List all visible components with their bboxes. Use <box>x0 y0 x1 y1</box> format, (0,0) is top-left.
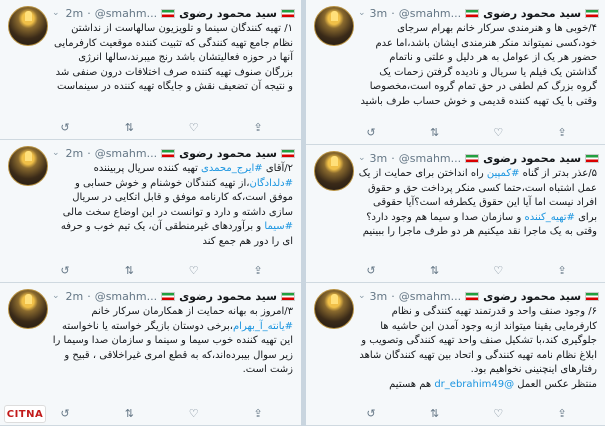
reply-icon[interactable]: ↺ <box>60 407 70 420</box>
iran-flag-icon <box>161 9 175 18</box>
like-icon[interactable]: ♡ <box>493 264 504 277</box>
avatar[interactable] <box>314 6 354 46</box>
tweet-header <box>52 289 295 303</box>
separator-dot: · <box>87 6 91 20</box>
tweet-actions <box>58 264 265 278</box>
share-icon[interactable]: ⇪ <box>557 264 567 277</box>
hashtag-link[interactable]: #تهیه_کننده <box>524 211 575 223</box>
author-name[interactable]: سید محمود رضوی <box>179 6 277 20</box>
avatar[interactable] <box>314 289 354 329</box>
retweet-icon[interactable]: ⇅ <box>124 121 134 134</box>
reply-icon[interactable]: ↺ <box>60 121 70 134</box>
author-handle[interactable]: @smahm... <box>94 6 158 20</box>
author-name[interactable]: سید محمود رضوی <box>483 151 582 165</box>
hashtag-link[interactable]: #کمپین <box>486 168 520 179</box>
hashtag-link[interactable]: #دلدادگان <box>249 177 293 189</box>
avatar[interactable] <box>314 151 354 191</box>
hashtag-link[interactable]: #یانته_آ_بهرام <box>232 320 293 332</box>
avatar[interactable] <box>8 6 48 46</box>
tweet-timestamp[interactable]: 2m <box>65 6 84 20</box>
like-icon[interactable]: ♡ <box>188 407 199 420</box>
like-icon[interactable]: ♡ <box>493 126 504 139</box>
iran-flag-icon <box>585 292 599 301</box>
iran-flag-icon <box>161 149 175 158</box>
share-icon[interactable]: ⇪ <box>557 126 567 139</box>
separator-dot: · <box>391 151 395 165</box>
retweet-icon[interactable]: ⇅ <box>124 264 134 277</box>
tweet-card[interactable] <box>0 283 301 426</box>
retweet-icon[interactable]: ⇅ <box>430 126 440 139</box>
tweet-actions <box>58 407 265 421</box>
author-name[interactable]: سید محمود رضوی <box>179 146 277 160</box>
reply-icon[interactable]: ↺ <box>366 264 376 277</box>
iran-flag-icon <box>585 154 599 163</box>
tweet-actions <box>364 126 569 140</box>
author-handle[interactable]: @smahm... <box>398 289 462 303</box>
tweet-text: ۴/خوبی ها و هنرمندی سرکار خانم بهرام سرجای خود،کسی نمیتواند منکر هنرمندی ایشان باشد،اما عدم حضور هر یک از عوامل به هر دلیل و علتی و ناتمام گذاشتن یک فیلم یا سریال و نادیده گرفتن زحمات یک گروه بزرگ کم لطفی در حق تمام گروه است،مخصوصا وقتی با یک تهیه کننده قدیمی و خوش حساب طرف باشید <box>360 23 597 107</box>
tweet-timestamp[interactable]: 2m <box>65 146 84 160</box>
author-name[interactable]: سید محمود رضوی <box>483 6 582 20</box>
chevron-down-icon[interactable]: ⌄ <box>358 8 366 18</box>
author-name[interactable]: سید محمود رضوی <box>179 289 277 303</box>
author-handle[interactable]: @smahm... <box>398 6 462 20</box>
like-icon[interactable]: ♡ <box>188 121 199 134</box>
tweet-timestamp[interactable]: 2m <box>65 289 84 303</box>
mention-link[interactable]: @dr_ebrahim49 <box>434 378 515 390</box>
separator-dot: · <box>391 6 395 20</box>
like-icon[interactable]: ♡ <box>493 407 504 420</box>
share-icon[interactable]: ⇪ <box>253 121 263 134</box>
author-name[interactable]: سید محمود رضوی <box>483 289 582 303</box>
separator-dot: · <box>87 146 91 160</box>
hashtag-link[interactable]: #سیما <box>264 221 293 232</box>
iran-flag-icon <box>281 9 295 18</box>
chevron-down-icon[interactable]: ⌄ <box>52 8 60 18</box>
iran-flag-icon <box>281 292 295 301</box>
iran-flag-icon <box>585 9 599 18</box>
tweet-timestamp[interactable]: 3m <box>369 289 388 303</box>
tweet-header <box>52 146 295 160</box>
reply-icon[interactable]: ↺ <box>366 407 376 420</box>
iran-flag-icon <box>281 149 295 158</box>
watermark-logo: CITNA <box>4 405 46 423</box>
tweet-text: ۲/آقای #ایرج_محمدی تهیه کننده سریال پربیننده #دلدادگان،از تهیه کنندگان خوشنام و خوش حسابی و موفق است،که کارنامه موفق و قابل اتکایی در سریال سازی داشته و دارد و توانست در این اوضاع سخت مالی #سیما و برآوردهای غیرمنطقی آن، یک تیم خوب و حرفه ای را دور هم جمع کند <box>60 163 293 247</box>
iran-flag-icon <box>161 292 175 301</box>
tweet-header <box>358 289 599 303</box>
iran-flag-icon <box>465 9 479 18</box>
author-handle[interactable]: @smahm... <box>398 151 462 165</box>
chevron-down-icon[interactable]: ⌄ <box>52 291 60 301</box>
reply-icon[interactable]: ↺ <box>366 126 376 139</box>
like-icon[interactable]: ♡ <box>188 264 199 277</box>
reply-icon[interactable]: ↺ <box>60 264 70 277</box>
author-handle[interactable]: @smahm... <box>94 146 158 160</box>
tweet-text: ۳/امروز به بهانه حمایت از همکارمان سرکار خانم #یانته_آ_بهرام،برخی دوستان بازیگر خواسته یا ناخواسته این تهیه کننده خوب سیما و سینما و سازمان صدا وسیما را زیر سوال بیبرده‌اند،که به قطع امری غیراخلاقی ، قبیح و زشت است. <box>52 306 293 375</box>
tweet-card[interactable] <box>306 283 605 426</box>
tweet-text: ۵/عذر بدتر از گناه #کمپین راه انداختن برای حمایت از یک عمل اشتباه است،حتما کسی منکر پرداخت حق و حقوق افراد نیست اما آیا این حقوق یکطرفه است؟آیا حقوقی برای #تهیه_کننده و سازمان صدا و سیما هم وجود دارد؟ وقتی به یک ماجرا نقد میکنیم هر دو طرف ماجرا را ببینیم <box>358 168 597 237</box>
tweet-actions <box>364 264 569 278</box>
hashtag-link[interactable]: #ایرج_محمدی <box>201 163 263 174</box>
tweet-text: ۱/ تهیه کنندگان سینما و تلویزیون سالهاست از نداشتن نظام جامع تهیه کنندگی که تثبیت کننده موقعیت کارفرمایی آنها در حوزه فعالیتشان باشد رنج میبرند،سالها انرژی بزرگان صنوف تهیه کننده صرف اختلافات درون صنفی شد و نتیجه آن تضعیف نقش و جایگاه تهیه کننده در سینماست <box>54 23 293 92</box>
tweet-header <box>358 6 599 20</box>
retweet-icon[interactable]: ⇅ <box>124 407 134 420</box>
iran-flag-icon <box>465 154 479 163</box>
tweet-card[interactable] <box>306 145 605 283</box>
tweet-card[interactable] <box>306 0 605 145</box>
tweet-card[interactable] <box>0 140 301 283</box>
tweet-header <box>358 151 599 165</box>
retweet-icon[interactable]: ⇅ <box>430 264 440 277</box>
chevron-down-icon[interactable]: ⌄ <box>358 291 366 301</box>
share-icon[interactable]: ⇪ <box>557 407 567 420</box>
separator-dot: · <box>391 289 395 303</box>
tweet-timestamp[interactable]: 3m <box>369 6 388 20</box>
avatar[interactable] <box>8 146 48 186</box>
tweet-actions <box>364 407 569 421</box>
tweet-header <box>52 6 295 20</box>
chevron-down-icon[interactable]: ⌄ <box>52 148 60 158</box>
share-icon[interactable]: ⇪ <box>253 264 263 277</box>
avatar[interactable] <box>8 289 48 329</box>
retweet-icon[interactable]: ⇅ <box>430 407 440 420</box>
tweet-actions <box>58 121 265 135</box>
iran-flag-icon <box>465 292 479 301</box>
separator-dot: · <box>87 289 91 303</box>
tweet-timestamp[interactable]: 3m <box>369 151 388 165</box>
tweet-text: ۶/ وجود صنف واحد و قدرتمند تهیه کنندگی و نظام کارفرمایی یقینا میتواند ازبه وجود آمدن این حاشیه ها جلوگیری کند،با تشکیل صنف واحد تهیه کنندگی وتصویب و ابلاغ نظام نامه تهیه کنندگی و اتحاد بین تهیه کنندگان شاهد رفتارهای اینچنینی نخواهیم بود. منتظر عکس العمل @dr_ebrahim49 هم هستیم <box>359 306 597 390</box>
tweet-card[interactable] <box>0 0 301 140</box>
share-icon[interactable]: ⇪ <box>253 407 263 420</box>
author-handle[interactable]: @smahm... <box>94 289 158 303</box>
chevron-down-icon[interactable]: ⌄ <box>358 153 366 163</box>
